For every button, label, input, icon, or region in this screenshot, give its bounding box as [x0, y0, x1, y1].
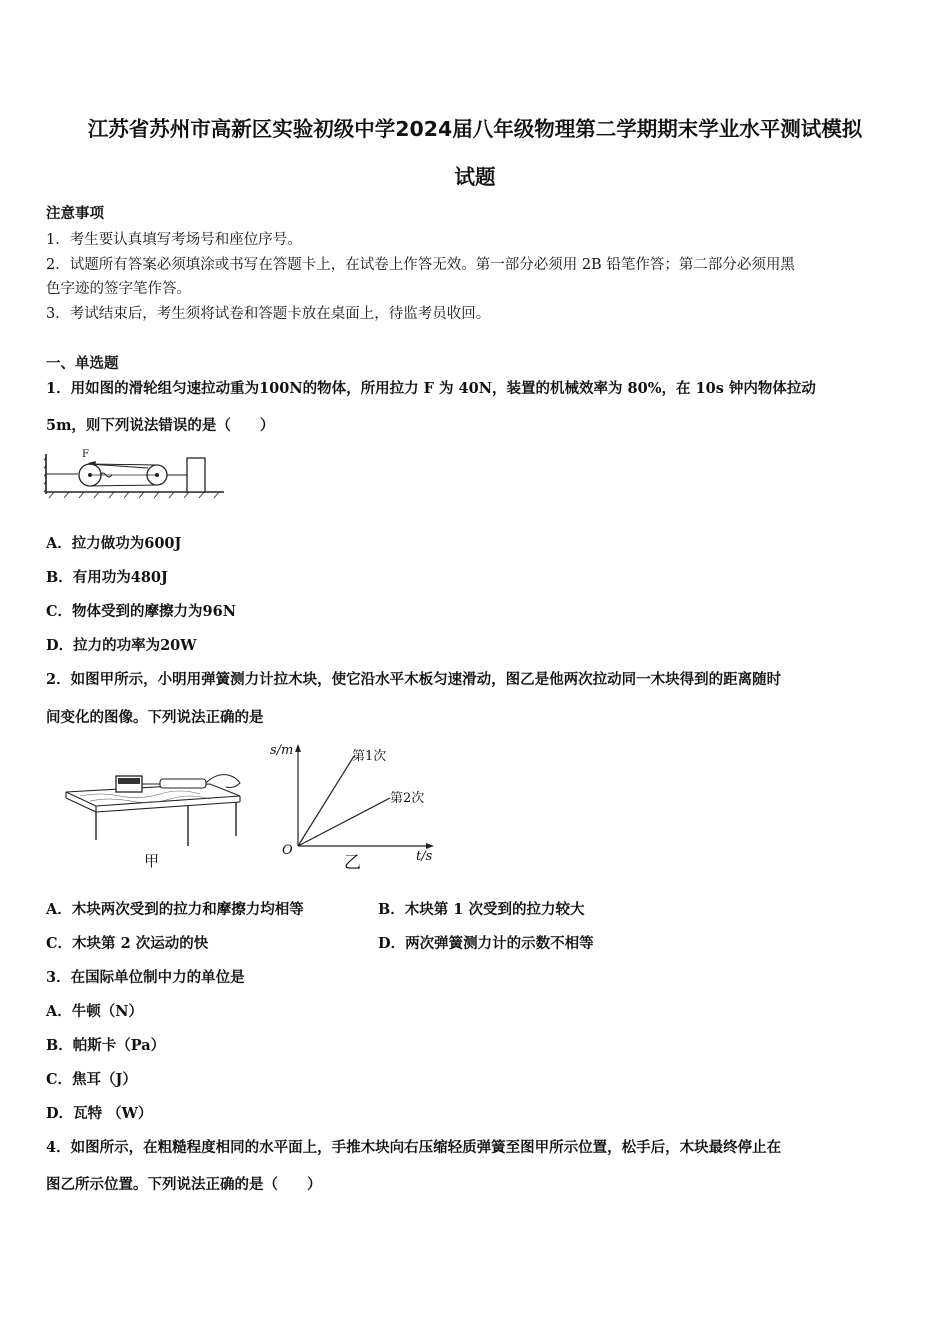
q2-figure-jia: [60, 766, 260, 870]
q4-stem-line2: 图乙所示位置。下列说法正确的是（ ）: [46, 1176, 322, 1193]
q2-stem-line1: 2．如图甲所示，小明用弹簧测力计拉木块，使它沿水平木板匀速滑动，图乙是他两次拉动同一木块得到的距离随时: [46, 671, 782, 688]
section-heading: 一、单选题: [46, 355, 119, 372]
notice-item-1: 1．考生要认真填写考场号和座位序号。: [46, 232, 302, 248]
q3-option-d: D．瓦特 （W）: [46, 1105, 153, 1122]
series-2-line: [298, 798, 390, 846]
notice-item-2: 2．试题所有答案必须填涂或书写在答题卡上，在试卷上作答无效。第一部分必须用 2B 铅笔作答；第二部分必须用黑: [46, 257, 795, 273]
q1-stem-line1: 1．用如图的滑轮组匀速拉动重为100N的物体，所用拉力 F 为 40N，装置的机械效率为 80%，在 10s 钟内物体拉动: [46, 380, 816, 397]
q3-option-a: A．牛顿（N）: [46, 1003, 144, 1020]
q2-figure-yi: [268, 742, 448, 872]
q2-option-c: C．木块第 2 次运动的快: [46, 935, 209, 952]
notice-heading: 注意事项: [46, 205, 104, 222]
q2-option-d: D．两次弹簧测力计的示数不相等: [378, 935, 594, 952]
q1-option-a: A．拉力做功为600J: [46, 535, 182, 552]
graph-x-label: t/s: [416, 849, 433, 864]
graph-origin-label: O: [282, 843, 293, 858]
q2-option-a: A．木块两次受到的拉力和摩擦力均相等: [46, 901, 304, 918]
q1-pulley-figure: [44, 444, 226, 500]
q1-option-c: C．物体受到的摩擦力为96N: [46, 603, 236, 620]
exam-title-line2: 试题: [454, 165, 496, 189]
series-2-label: 第2次: [390, 791, 425, 806]
notice-item-2-cont: 色字迹的签字笔作答。: [46, 281, 191, 297]
q2-option-b: B．木块第 1 次受到的拉力较大: [378, 901, 585, 918]
q3-option-b: B．帕斯卡（Pa）: [46, 1037, 166, 1054]
notice-item-3: 3．考试结束后，考生须将试卷和答题卡放在桌面上，待监考员收回。: [46, 306, 491, 322]
q1-force-label: F: [82, 449, 89, 460]
q1-option-d: D．拉力的功率为20W: [46, 637, 197, 654]
graph-y-label: s/m: [270, 743, 294, 758]
q2-fig-jia-label: 甲: [144, 852, 160, 870]
q2-fig-yi-label: 乙: [344, 853, 361, 872]
q4-stem-line1: 4．如图所示，在粗糙程度相同的水平面上，手推木块向右压缩轻质弹簧至图甲所示位置，松手后，木块最终停止在: [46, 1139, 782, 1156]
q3-option-c: C．焦耳（J）: [46, 1071, 137, 1088]
q1-option-b: B．有用功为480J: [46, 569, 168, 586]
q3-stem: 3．在国际单位制中力的单位是: [46, 969, 245, 986]
q2-stem-line2: 间变化的图像。下列说法正确的是: [46, 709, 264, 726]
series-1-line: [298, 756, 354, 846]
series-1-label: 第1次: [352, 749, 387, 764]
exam-title-line1: 江苏省苏州市高新区实验初级中学2024届八年级物理第二学期期末学业水平测试模拟: [87, 117, 863, 141]
q1-stem-line2: 5m，则下列说法错误的是（ ）: [46, 417, 275, 434]
